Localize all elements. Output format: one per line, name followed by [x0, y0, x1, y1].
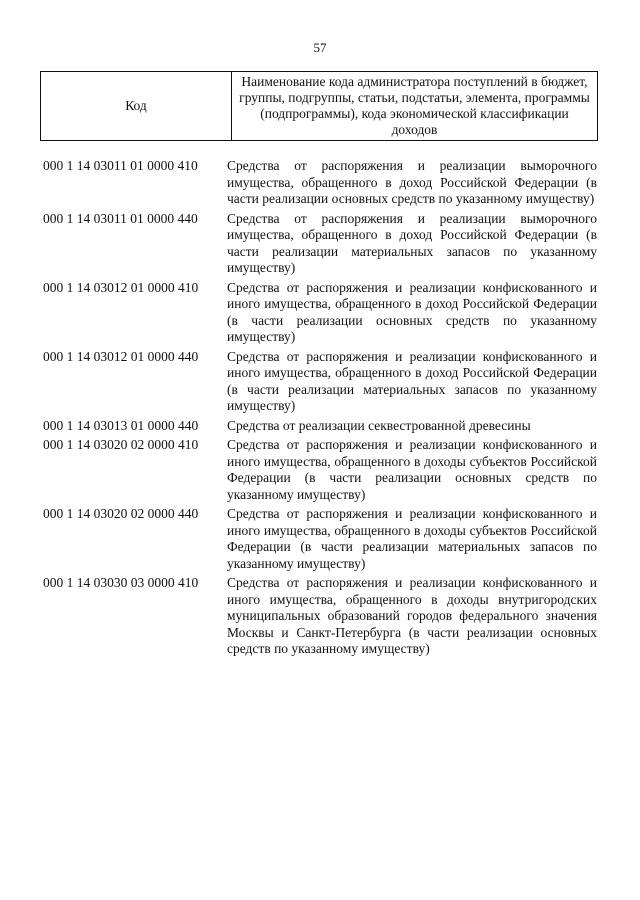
row-description: Средства от распоряжения и реализации конфискованного и иного имущества, обращенного в доходы субъектов Российской Федерации (в части реализации материальных запасов по указанному имуществу) [227, 506, 597, 571]
row-code: 000 1 14 03020 02 0000 410 [43, 437, 199, 452]
row-description: Средства от распоряжения и реализации конфискованного и иного имущества, обращенного в доходы внутригородских муниципальных образований городов федерального значения Москвы и Санкт-Петербурга (в части реализации основных средств по указанному имуществу) [227, 575, 597, 656]
table-header-row [41, 72, 598, 141]
header-code-label: Код [41, 72, 232, 141]
row-code: 000 1 14 03011 01 0000 440 [43, 210, 198, 226]
row-description: Средства от распоряжения и реализации конфискованного и иного имущества, обращенного в доходы субъектов Российской Федерации (в части реализации основных средств по указанному имуществу) [227, 437, 597, 502]
row-description: Средства от распоряжения и реализации выморочного имущества, обращенного в доход Российской Федерации (в части реализации материальных запасов по указанному имуществу) [227, 210, 597, 275]
header-name-label: Наименование кода администратора поступлений в бюджет, группы, подгруппы, статьи, подстатьи, элемента, программы (подпрограммы), кода экономической классификации доходов [232, 72, 598, 141]
row-description: Средства от распоряжения и реализации выморочного имущества, обращенного в доход Российской Федерации (в части реализации основных средств по указанному имуществу) [227, 158, 597, 206]
row-description: Средства от распоряжения и реализации конфискованного и иного имущества, обращенного в доход Российской Федерации (в части реализации основных средств по указанному имуществу) [227, 279, 597, 344]
table-row [43, 158, 601, 208]
table-row [43, 280, 601, 346]
table-header [40, 71, 598, 141]
table-row [43, 506, 601, 572]
row-code: 000 1 14 03011 01 0000 410 [43, 158, 198, 173]
row-code: 000 1 14 03020 02 0000 440 [43, 506, 199, 521]
table-row [43, 575, 601, 658]
row-code: 000 1 14 03013 01 0000 440 [43, 417, 199, 433]
row-code: 000 1 14 03012 01 0000 440 [43, 348, 199, 364]
page-number: 57 [313, 40, 327, 55]
row-description: Средства от реализации секвестрованной древесины [227, 417, 531, 433]
row-description: Средства от распоряжения и реализации конфискованного и иного имущества, обращенного в доход Российской Федерации (в части реализации материальных запасов по указанному имуществу) [227, 348, 597, 413]
row-code: 000 1 14 03012 01 0000 410 [43, 279, 199, 295]
classification-list [43, 158, 601, 661]
table-row [43, 211, 601, 277]
table-row [43, 418, 601, 435]
table-row [43, 437, 601, 503]
table-row [43, 349, 601, 415]
row-code: 000 1 14 03030 03 0000 410 [43, 575, 199, 590]
